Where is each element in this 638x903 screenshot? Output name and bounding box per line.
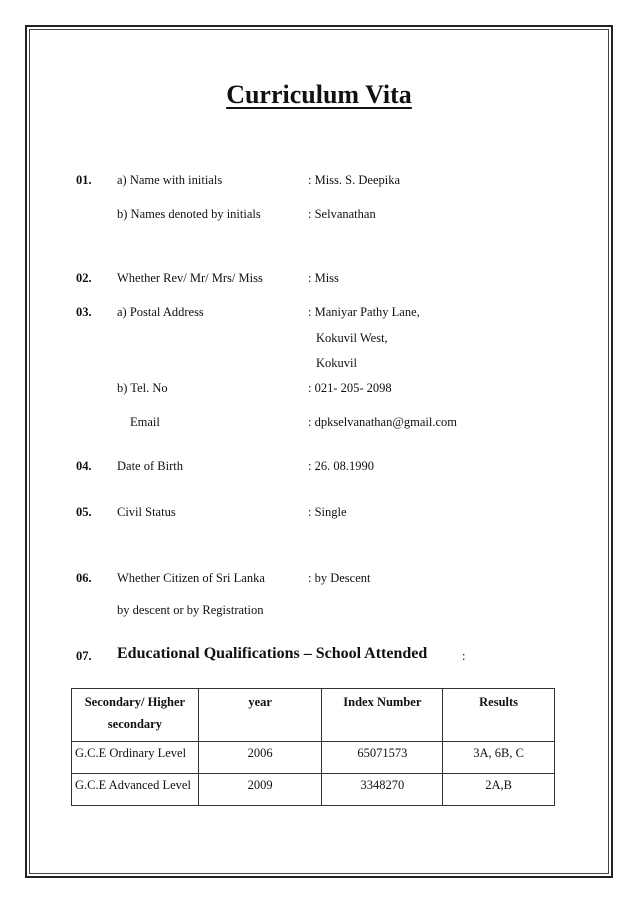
cell-exam: G.C.E Advanced Level	[72, 774, 199, 806]
cell-exam: G.C.E Ordinary Level	[72, 742, 199, 774]
table-row	[72, 774, 555, 806]
value-citizen: : by Descent	[308, 571, 371, 585]
header-index-number: Index Number	[322, 689, 443, 742]
education-heading: Educational Qualifications – School Attended	[117, 645, 428, 662]
header-secondary-line1: Secondary/ Higher	[84, 695, 186, 709]
value-title: : Miss	[308, 271, 339, 285]
label-postal-address: a) Postal Address	[117, 305, 204, 319]
item-number-07: 07.	[76, 649, 92, 663]
label-citizen-line1: Whether Citizen of Sri Lanka	[117, 571, 265, 585]
header-year: year	[198, 689, 322, 742]
item-number-04: 04.	[76, 459, 92, 473]
item-number-01: 01.	[76, 173, 92, 187]
value-name-with-initials: : Miss. S. Deepika	[308, 173, 401, 187]
label-email: Email	[130, 415, 160, 429]
label-names-denoted: b) Names denoted by initials	[117, 207, 261, 221]
label-title: Whether Rev/ Mr/ Mrs/ Miss	[117, 271, 263, 285]
value-telephone: : 021- 205- 2098	[308, 381, 392, 395]
value-address-line3: Kokuvil	[316, 356, 357, 370]
cell-year: 2006	[198, 742, 322, 774]
value-address-line1: : Maniyar Pathy Lane,	[308, 305, 420, 319]
label-name-with-initials: a) Name with initials	[117, 173, 223, 187]
value-address-line2: Kokuvil West,	[316, 331, 388, 345]
header-secondary	[72, 689, 199, 742]
header-secondary-line2: secondary	[107, 717, 162, 731]
cell-index-number: 3348270	[322, 774, 443, 806]
cell-index-number: 65071573	[322, 742, 443, 774]
label-civil-status: Civil Status	[117, 505, 176, 519]
cell-results: 3A, 6B, C	[443, 742, 555, 774]
cell-year: 2009	[198, 774, 322, 806]
item-number-05: 05.	[76, 505, 92, 519]
header-results: Results	[443, 689, 555, 742]
table-row	[72, 742, 555, 774]
label-citizen-line2: by descent or by Registration	[117, 603, 264, 617]
label-date-of-birth: Date of Birth	[117, 459, 183, 473]
cell-results: 2A,B	[443, 774, 555, 806]
value-civil-status: : Single	[308, 505, 347, 519]
table-header-row	[72, 689, 555, 742]
education-colon: :	[462, 649, 466, 663]
item-number-02: 02.	[76, 271, 92, 285]
document-title: Curriculum Vita	[226, 80, 412, 109]
value-email: : dpkselvanathan@gmail.com	[308, 415, 457, 429]
item-number-03: 03.	[76, 305, 92, 319]
value-date-of-birth: : 26. 08.1990	[308, 459, 374, 473]
education-table	[71, 688, 555, 806]
value-names-denoted: : Selvanathan	[308, 207, 376, 221]
label-telephone: b) Tel. No	[117, 381, 168, 395]
item-number-06: 06.	[76, 571, 92, 585]
